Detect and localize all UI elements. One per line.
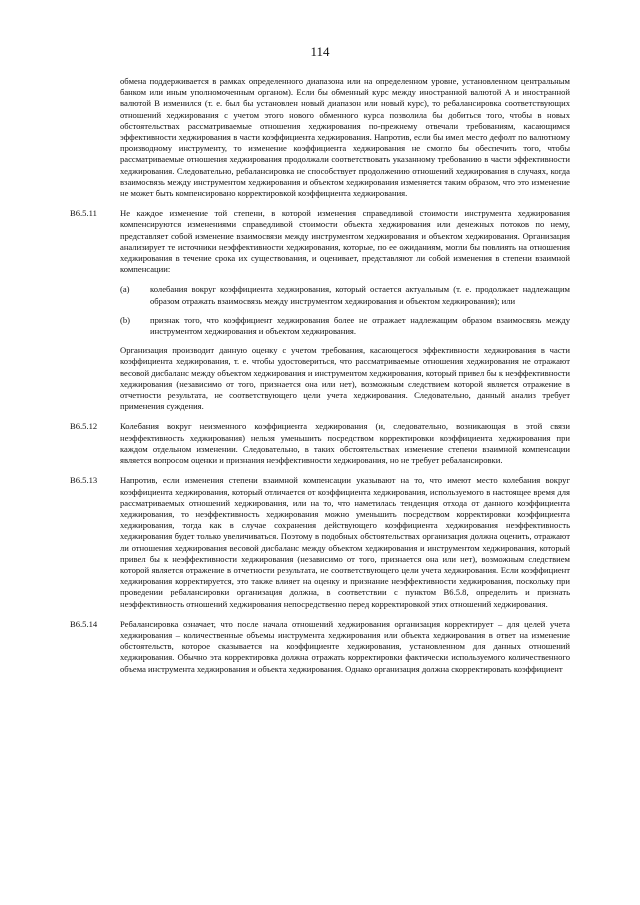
list-item bbox=[120, 284, 570, 306]
paragraph-number: B6.5.12 bbox=[70, 421, 98, 432]
paragraph-body bbox=[120, 475, 570, 609]
paragraph-text: Организация производит данную оценку с учетом требования, касающегося эффективности хеджирования в части коэффициента хеджирования, т. е. чтобы удостовериться, что рассматриваемые отношения хеджирования не отражают весовой дисбаланс между объектом хеджирования и инструментом хеджирования, который привел бы к неэффективности хеджирования (независимо от того, признается она или нет), возможным следствием которой является отражение в отчетности результата, не соответствующего цели учета хеджирования. Следовательно, данный анализ требует применения суждения. bbox=[120, 345, 570, 412]
paragraph-number: B6.5.13 bbox=[70, 475, 98, 486]
paragraph-continuation bbox=[70, 76, 570, 199]
page-content bbox=[70, 76, 570, 684]
list-item-label: (b) bbox=[120, 314, 131, 325]
paragraph-body bbox=[120, 421, 570, 466]
page-number: 114 bbox=[310, 44, 330, 59]
list-item-label: (a) bbox=[120, 284, 130, 295]
paragraph-b6-5-11 bbox=[70, 208, 570, 412]
paragraph-b6-5-13 bbox=[70, 475, 570, 609]
paragraph-body bbox=[120, 619, 570, 675]
paragraph-text: Не каждое изменение той степени, в которой изменения справедливой стоимости инструмента хеджирования компенсируются изменениями справедливой стоимости объекта хеджирования или денежных потоков по нему, представляет собой изменение взаимосвязи между инструментом хеджирования и объектом хеджирования. Организация анализирует те источники неэффективности хеджирования, которые, по ее ожиданиям, могли бы повлиять на отношения хеджирования в течение срока их существования, и оценивает, представляют ли собой изменения в степени взаимной компенсации: bbox=[120, 208, 570, 275]
list-item-text: признак того, что коэффициент хеджирования более не отражает надлежащим образом взаимосвязь между инструментом хеджирования и объектом хеджирования. bbox=[150, 314, 570, 337]
paragraph-text: Ребалансировка означает, что после начала отношений хеджирования организация корректирует – для целей учета хеджирования – количественные объемы инструмента хеджирования или объекта хеджирования в ответ на изменение обстоятельств, которое сказывается на коэффициенте хеджирования, установленном для данных отношений хеджирования. Обычно эта корректировка должна отражать корректировки фактически используемого количественного объема инструмента хеджирования и объекта хеджирования. Однако организация должна скорректировать коэффициент bbox=[120, 618, 570, 674]
paragraph-text: Напротив, если изменения степени взаимной компенсации указывают на то, что имеют место колебания вокруг коэффициента хеджирования, который отличается от коэффициента хеджирования, используемого в настоящее время для рассматриваемых отношений хеджирования, или на то, что наметилась тенденция отхода от данного коэффициента хеджирования, то неэффективность хеджирования можно уменьшить посредством корректировки коэффициента хеджирования, тогда как в случае сохранения действующего коэффициента хеджирования неэффективность хеджирования будет только увеличиваться. Поэтому в подобных обстоятельствах организация должна оценить, отражают ли отношения хеджирования весовой дисбаланс между объектом хеджирования и инструментом хеджирования, который привел бы к неэффективности хеджирования (независимо от того, признается она или нет), возможным следствием которой является отражение в отчетности результата, не соответствующего цели учета хеджирования. Если коэффициент хеджирования корректируется, это также влияет на оценку и признание неэффективности хеджирования, поскольку при проведении ребалансировки организация должна, в соответствии с пунктом B6.5.8, определить и признать неэффективность отношений хеджирования непосредственно перед корректировкой этих отношений хеджирования. bbox=[120, 475, 570, 609]
paragraph-body bbox=[120, 76, 570, 199]
paragraph-b6-5-12 bbox=[70, 421, 570, 466]
paragraph-number: B6.5.11 bbox=[70, 208, 97, 219]
paragraph-number: B6.5.14 bbox=[70, 618, 98, 629]
paragraph-text: Колебания вокруг неизменного коэффициента хеджирования (и, следовательно, возникающая в этой связи неэффективность хеджирования) нельзя уменьшить посредством корректировки коэффициента хеджирования при каждом отдельном изменении. Следовательно, в таких обстоятельствах изменение степени взаимной компенсации является вопросом оценки и признания неэффективности хеджирования, но не требует ребалансировки. bbox=[120, 421, 570, 466]
paragraph-body bbox=[120, 208, 570, 412]
paragraph-number bbox=[70, 76, 120, 199]
paragraph-b6-5-14 bbox=[70, 619, 570, 675]
paragraph-text: обмена поддерживается в рамках определенного диапазона или на определенном уровне, установленном центральным банком или иным уполномоченным органом). Если бы обменный курс между иностранной валютой А и иностранной валютой В изменился (т. е. был бы установлен новый диапазон или новый курс), то ребалансировка соответствующих отношений хеджирования с учетом этого нового обменного курса позволила бы добиться того, чтобы в новых обстоятельствах рассматриваемые отношения хеджирования по-прежнему отвечали требованиям, касающимся эффективности хеджирования в части коэффициента хеджирования. Напротив, если бы имел место дефолт по валютному производному инструменту, то изменение коэффициента хеджирования не смогло бы обеспечить того, чтобы рассматриваемые отношения хеджирования продолжали соответствовать указанному требованию в части эффективности хеджирования. Следовательно, ребалансировка не способствует продолжению отношений хеджирования в случаях, когда взаимосвязь между инструментом хеджирования и объектом хеджирования изменяется таким образом, что это изменение не может быть компенсировано корректировкой коэффициента хеджирования. bbox=[120, 76, 570, 199]
list-item bbox=[120, 315, 570, 337]
list-item-text: колебания вокруг коэффициента хеджирования, который остается актуальным (т. е. продолжает надлежащим образом отражать взаимосвязь между инструментом хеджирования и объектом хеджирования); или bbox=[150, 284, 570, 306]
